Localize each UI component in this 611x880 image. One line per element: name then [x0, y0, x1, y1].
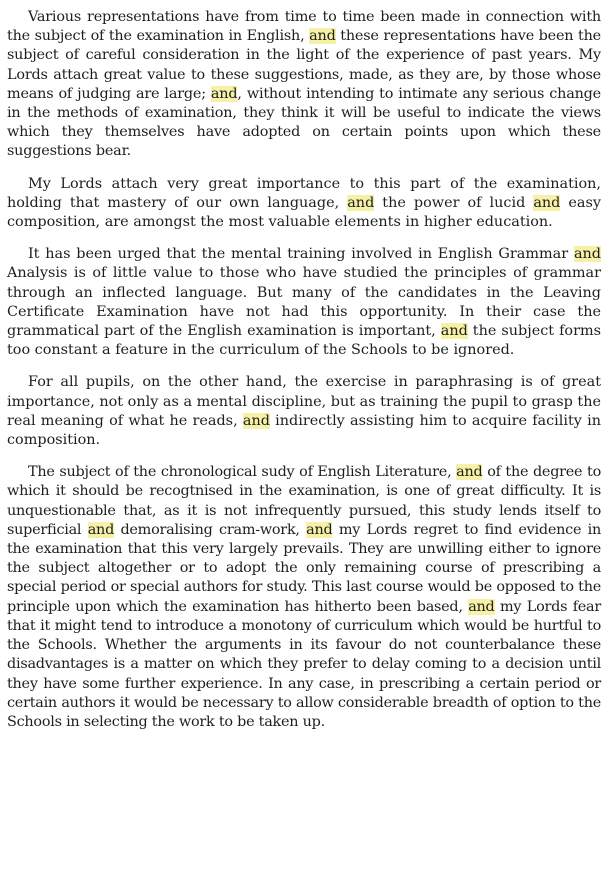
text-segment: of the degree to which it should be recogtnised in the examination, is one of great difficulty. It is unquestionable that, as it is not infrequently pursued, this study lends itself to superficial — [7, 464, 602, 538]
text-segment: The subject of the chronological sudy of English Literature, — [28, 464, 457, 481]
text-segment: Various representations have from time to time been made in connection with the subject of the examination in English, — [7, 9, 601, 45]
paragraph-4 — [7, 373, 601, 450]
highlighted-and: and — [210, 85, 238, 102]
highlighted-and: and — [242, 412, 270, 429]
text-segment: indirectly assisting him to acquire facility in composition. — [7, 412, 601, 449]
text-segment: my Lords regret to find evidence in the examination that this very largely prevails. They are unwilling either to ignore the subject altogether or to adopt the only remaining course of prescribing a special period or special authors for study. This last course would be opposed to the principle upon which the examination has hitherto been based, — [7, 521, 602, 615]
highlighted-and: and — [306, 521, 333, 538]
paragraph-1 — [7, 8, 601, 162]
highlighted-and: and — [573, 246, 601, 263]
highlighted-and: and — [456, 464, 483, 481]
highlighted-and: and — [533, 194, 561, 211]
highlighted-and: and — [347, 194, 375, 211]
text-segment: these representations have been the subject of careful consideration in the light of the experience of past years. My Lords attach great value to these suggestions, made, as they are, by those whose means of judging are large; — [7, 28, 602, 102]
text-segment: my Lords fear that it might tend to introduce a monotony of curriculum which would be hurtful to the Schools. Whether the arguments in its favour do not counterbalance these disadvantages is a matter on which they prefer to delay coming to a decision until they have some further experience. In any case, in prescribing a certain period or certain authors it would be necessary to allow considerable breadth of option to the Schools in selecting the work to be taken up. — [7, 598, 602, 730]
highlighted-and: and — [468, 598, 495, 615]
highlighted-and: and — [309, 28, 336, 45]
paragraph-3 — [7, 245, 601, 360]
text-segment: demoralising cram-work, — [114, 521, 307, 538]
text-segment: the subject forms too constant a feature in the curriculum of the Schools to be ignored. — [7, 323, 601, 359]
paragraph-2 — [7, 175, 601, 233]
highlighted-and: and — [440, 323, 468, 340]
paragraph-5 — [7, 463, 601, 732]
text-segment: My Lords attach very great importance to this part of the examination, holding that mastery of our own language, — [7, 175, 601, 211]
highlighted-and: and — [87, 521, 115, 538]
text-segment: It has been urged that the mental training involved in English Grammar — [28, 246, 574, 263]
text-segment: For all pupils, on the other hand, the exercise in paraphrasing is of great importance, not only as a mental discipline, but as training the pupil to grasp the real meaning of what he reads, — [7, 374, 601, 429]
text-segment: Analysis is of little value to those who have studied the principles of grammar through an inflected language. But many of the candidates in the Leaving Certificate Examination have not had this opportunity. In their case the grammatical part of the English examination is important, — [7, 265, 601, 340]
text-segment: , without intending to intimate any serious change in the methods of examination, they think it will be useful to indicate the views which they themselves have adopted on certain points upon which these suggestions bear. — [7, 85, 601, 160]
text-segment: the power of lucid — [374, 194, 534, 211]
text-segment: easy composition, are amongst the most valuable elements in higher education. — [7, 194, 602, 231]
